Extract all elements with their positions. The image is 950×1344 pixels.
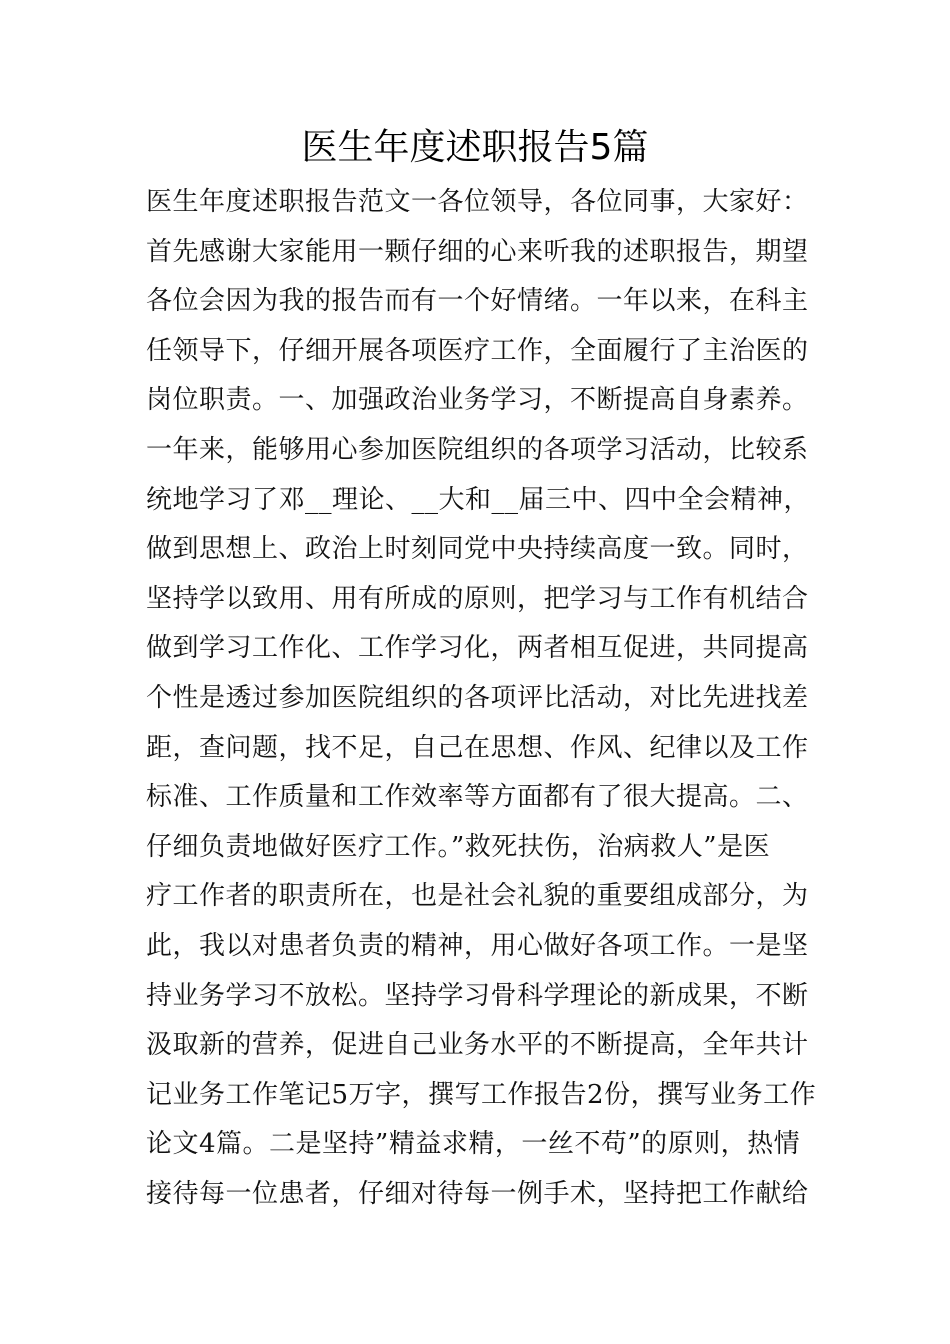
body-line: 坚持学以致用、用有所成的原则，把学习与工作有机结合 <box>146 583 809 614</box>
body-line: 接待每一位患者，仔细对待每一例手术，坚持把工作献给 <box>146 1178 809 1209</box>
body-line: 任领导下，仔细开展各项医疗工作，全面履行了主治医的 <box>146 335 809 366</box>
body-line: 汲取新的营养，促进自己业务水平的不断提高，全年共计 <box>146 1030 809 1061</box>
body-line: 医生年度述职报告范文一各位领导，各位同事，大家好： <box>146 187 809 217</box>
document-body <box>146 178 816 1219</box>
body-line: 论文4篇。二是坚持”精益求精，一丝不苟”的原则，热情 <box>146 1129 801 1160</box>
body-line: 做到学习工作化、工作学习化，两者相互促进，共同提高 <box>146 633 809 664</box>
body-line: 各位会因为我的报告而有一个好情绪。一年以来，在科主 <box>146 286 809 317</box>
body-line: 岗位职责。一、加强政治业务学习，不断提高自身素养。 <box>146 385 809 416</box>
body-line: 标准、工作质量和工作效率等方面都有了很大提高。二、 <box>146 782 809 813</box>
body-line: 个性是透过参加医院组织的各项评比活动，对比先进找差 <box>146 682 809 713</box>
body-line: 持业务学习不放松。坚持学习骨科学理论的新成果，不断 <box>146 980 809 1011</box>
document-title: 医生年度述职报告5篇 <box>301 127 649 168</box>
body-line: 一年来，能够用心参加医院组织的各项学习活动，比较系 <box>146 434 809 465</box>
body-line: 距，查问题，找不足，自己在思想、作风、纪律以及工作 <box>146 732 809 763</box>
body-line: 首先感谢大家能用一颗仔细的心来听我的述职报告，期望 <box>146 236 809 267</box>
body-line: 疗工作者的职责所在，也是社会礼貌的重要组成部分，为 <box>146 881 809 912</box>
body-line: 仔细负责地做好医疗工作。”救死扶伤，治病救人”是医 <box>146 831 771 862</box>
body-line: 记业务工作笔记5万字，撰写工作报告2份，撰写业务工作 <box>146 1079 817 1110</box>
body-line: 此，我以对患者负责的精神，用心做好各项工作。一是坚 <box>146 930 809 961</box>
body-line: 统地学习了邓__理论、__大和__届三中、四中全会精神， <box>146 484 811 515</box>
body-line: 做到思想上、政治上时刻同党中央持续高度一致。同时， <box>146 534 809 565</box>
